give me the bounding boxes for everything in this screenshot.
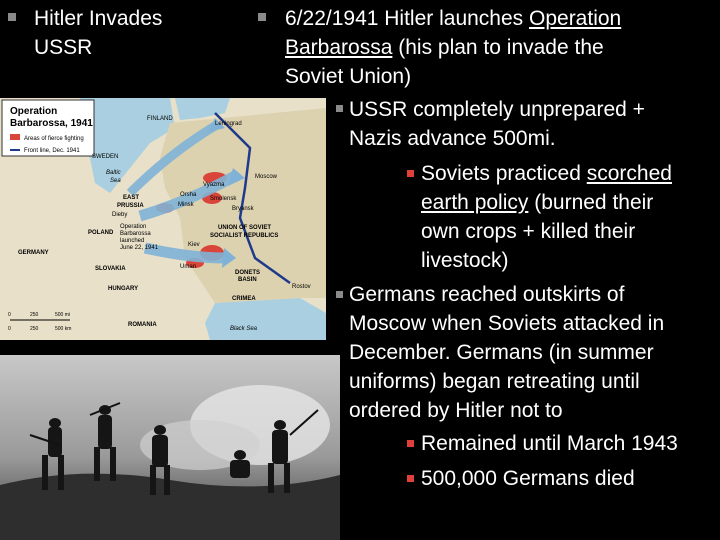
barbarossa-map (0, 98, 326, 340)
sub-sub-1-line-3: own crops + killed their (421, 220, 636, 243)
title-bullet (8, 13, 16, 21)
sub-sub-bullet-1-marker (407, 170, 414, 177)
date-text: 6/22/1941 Hitler launches (285, 7, 529, 30)
map-title-1: Operation (10, 106, 58, 117)
earth-policy-link: earth policy (421, 191, 529, 214)
scale-mi-250: 250 (30, 312, 39, 318)
label-moscow: Moscow (255, 174, 278, 180)
sub-sub-bullet-2-marker (407, 440, 414, 447)
label-op2: Barbarossa (120, 231, 151, 237)
label-smolensk: Smolensk (210, 196, 237, 202)
slide-title-line-1: Hitler Invades (34, 7, 163, 30)
sub-bullet-2-marker (336, 291, 343, 298)
label-prussia: PRUSSIA (117, 203, 144, 209)
slide-title-line-2: USSR (34, 36, 93, 59)
label-crimea: CRIMEA (232, 296, 256, 302)
label-ussr-1: UNION OF SOVIET (218, 225, 272, 231)
sub-bullet-1-line-1: USSR completely unprepared + (349, 98, 645, 121)
scorched-link: scorched (586, 162, 672, 185)
sub-bullet-2-line-2: Moscow when Soviets attacked in (349, 312, 665, 335)
label-kiev: Kiev (188, 242, 200, 248)
sub-bullet-1-marker (336, 105, 343, 112)
sub-bullet-2-line-3: December. Germans (in summer (349, 341, 654, 364)
main-bullet-line-1 (285, 4, 621, 33)
label-baltic: Baltic (106, 170, 121, 176)
label-slovakia: SLOVAKIA (95, 266, 126, 272)
label-poland: POLAND (88, 230, 114, 236)
label-dieby: Dieby (112, 212, 128, 218)
scale-km-0: 0 (8, 326, 11, 332)
main-bullet-line-3: Soviet Union) (285, 65, 412, 88)
label-black-sea: Black Sea (230, 326, 258, 332)
label-rostov: Rostov (292, 284, 311, 290)
label-sweden: SWEDEN (92, 154, 119, 160)
label-bryansk: Bryansk (232, 206, 254, 212)
operation-link: Operation (529, 7, 622, 30)
map-title-2: Barbarossa, 1941 (10, 118, 93, 129)
label-op4: June 22, 1941 (120, 245, 159, 251)
main-bullet (258, 13, 266, 21)
label-sea: Sea (110, 178, 121, 184)
label-hungary: HUNGARY (108, 286, 139, 292)
sub-sub-1-line-4: livestock) (421, 249, 509, 272)
sub-sub-bullet-3-marker (407, 475, 414, 482)
sub-bullet-1-line-2: Nazis advance 500mi. (349, 127, 556, 150)
scale-mi-0: 0 (8, 312, 11, 318)
barbarossa-link: Barbarossa (285, 36, 393, 59)
legend-fighting: Areas of fierce fighting (24, 136, 84, 142)
scale-km-250: 250 (30, 326, 39, 332)
sub-bullet-2-line-5: ordered by Hitler not to (349, 399, 563, 422)
sub-bullet-2-line-4: uniforms) began retreating until (349, 370, 640, 393)
sub-sub-2-text: Remained until March 1943 (421, 432, 678, 455)
label-basin: BASIN (238, 277, 257, 283)
label-op1: Operation (120, 224, 147, 230)
label-donets: DONETS (235, 270, 261, 276)
label-op3: launched (120, 238, 145, 244)
scale-km-500: 500 km (55, 326, 72, 332)
label-east: EAST (123, 195, 140, 201)
label-finland: FINLAND (147, 116, 173, 122)
label-ussr-2: SOCIALIST REPUBLICS (210, 233, 279, 239)
label-orsha: Orsha (180, 192, 197, 198)
label-uman: Uman (180, 264, 197, 270)
label-germany: GERMANY (18, 250, 49, 256)
scale-mi-500: 500 mi (55, 312, 71, 318)
main-bullet-line-2: Barbarossa (his plan to invade the (285, 36, 604, 59)
legend-front-line: Front line, Dec. 1941 (24, 148, 80, 154)
label-minsk: Minsk (178, 202, 194, 208)
sub-sub-1-line-2: earth policy (burned their (421, 191, 654, 214)
label-vyazma: Vyazma (203, 182, 225, 188)
sub-sub-1-line-1: Soviets practiced scorched (421, 162, 672, 185)
label-leningrad: Leningrad (215, 121, 242, 127)
label-romania: ROMANIA (128, 322, 157, 328)
soldiers-photo (0, 355, 340, 540)
sub-bullet-2-line-1: Germans reached outskirts of (349, 283, 625, 306)
sub-sub-3-text: 500,000 Germans died (421, 467, 635, 490)
